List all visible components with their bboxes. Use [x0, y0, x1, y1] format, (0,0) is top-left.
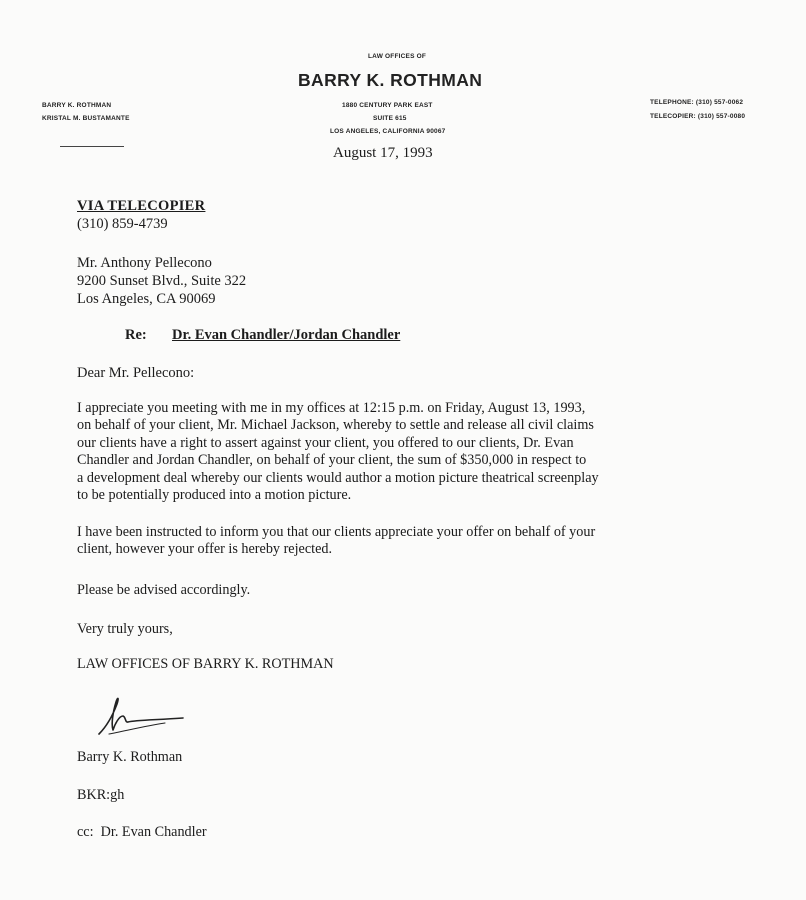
paragraph-line: on behalf of your client, Mr. Michael Jackson, whereby to settle and release all civil claims [77, 417, 594, 434]
re-label: Re: [125, 327, 147, 343]
closing: Very truly yours, [77, 621, 173, 637]
paragraph-line: I appreciate you meeting with me in my offices at 12:15 p.m. on Friday, August 13, 1993, [77, 400, 586, 416]
paragraph-line: to be potentially produced into a motion picture. [77, 487, 352, 504]
paragraph-advised: Please be advised accordingly. [77, 582, 251, 598]
attorney-name: KRISTAL M. BUSTAMANTE [42, 115, 130, 122]
typist-initials: BKR:gh [77, 787, 125, 803]
paragraph-line: Chandler and Jordan Chandler, on behalf of your client, the sum of $350,000 in respect to [77, 452, 587, 469]
delivery-fax: (310) 859-4739 [77, 216, 168, 232]
salutation: Dear Mr. Pellecono: [77, 365, 195, 381]
paragraph-line: I have been instructed to inform you that our clients appreciate your offer on behalf of your [77, 524, 596, 540]
firm-signature-line: LAW OFFICES OF BARRY K. ROTHMAN [77, 656, 334, 672]
address-line: LOS ANGELES, CALIFORNIA 90067 [330, 128, 446, 135]
letter-date: August 17, 1993 [333, 145, 433, 161]
address-line: 1880 CENTURY PARK EAST [342, 102, 433, 109]
address-line: SUITE 615 [373, 115, 407, 122]
recipient-street: 9200 Sunset Blvd., Suite 322 [77, 273, 247, 289]
re-subject: Dr. Evan Chandler/Jordan Chandler [172, 327, 401, 343]
paragraph-offer [77, 400, 727, 504]
recipient-city: Los Angeles, CA 90069 [77, 291, 216, 307]
paragraph-line: our clients have a right to assert against your client, you offered to our clients, Dr. Evan [77, 434, 574, 451]
law-offices-of-label: LAW OFFICES OF [368, 53, 427, 60]
handwritten-signature [95, 690, 195, 742]
attorney-divider [60, 146, 124, 147]
paragraph-line: a development deal whereby our clients would author a motion picture theatrical screenplay [77, 469, 599, 486]
firm-name: BARRY K. ROTHMAN [298, 70, 483, 90]
cc-line: cc: Dr. Evan Chandler [77, 824, 207, 840]
telecopier: TELECOPIER: (310) 557-0080 [650, 113, 746, 120]
delivery-method: VIA TELECOPIER [77, 198, 206, 214]
paragraph-line: client, however your offer is hereby rejected. [77, 541, 333, 558]
signer-name: Barry K. Rothman [77, 749, 183, 765]
attorney-name: BARRY K. ROTHMAN [42, 102, 112, 109]
paragraph-rejection [77, 524, 727, 559]
recipient-name: Mr. Anthony Pellecono [77, 255, 212, 271]
telephone: TELEPHONE: (310) 557-0062 [650, 99, 744, 106]
